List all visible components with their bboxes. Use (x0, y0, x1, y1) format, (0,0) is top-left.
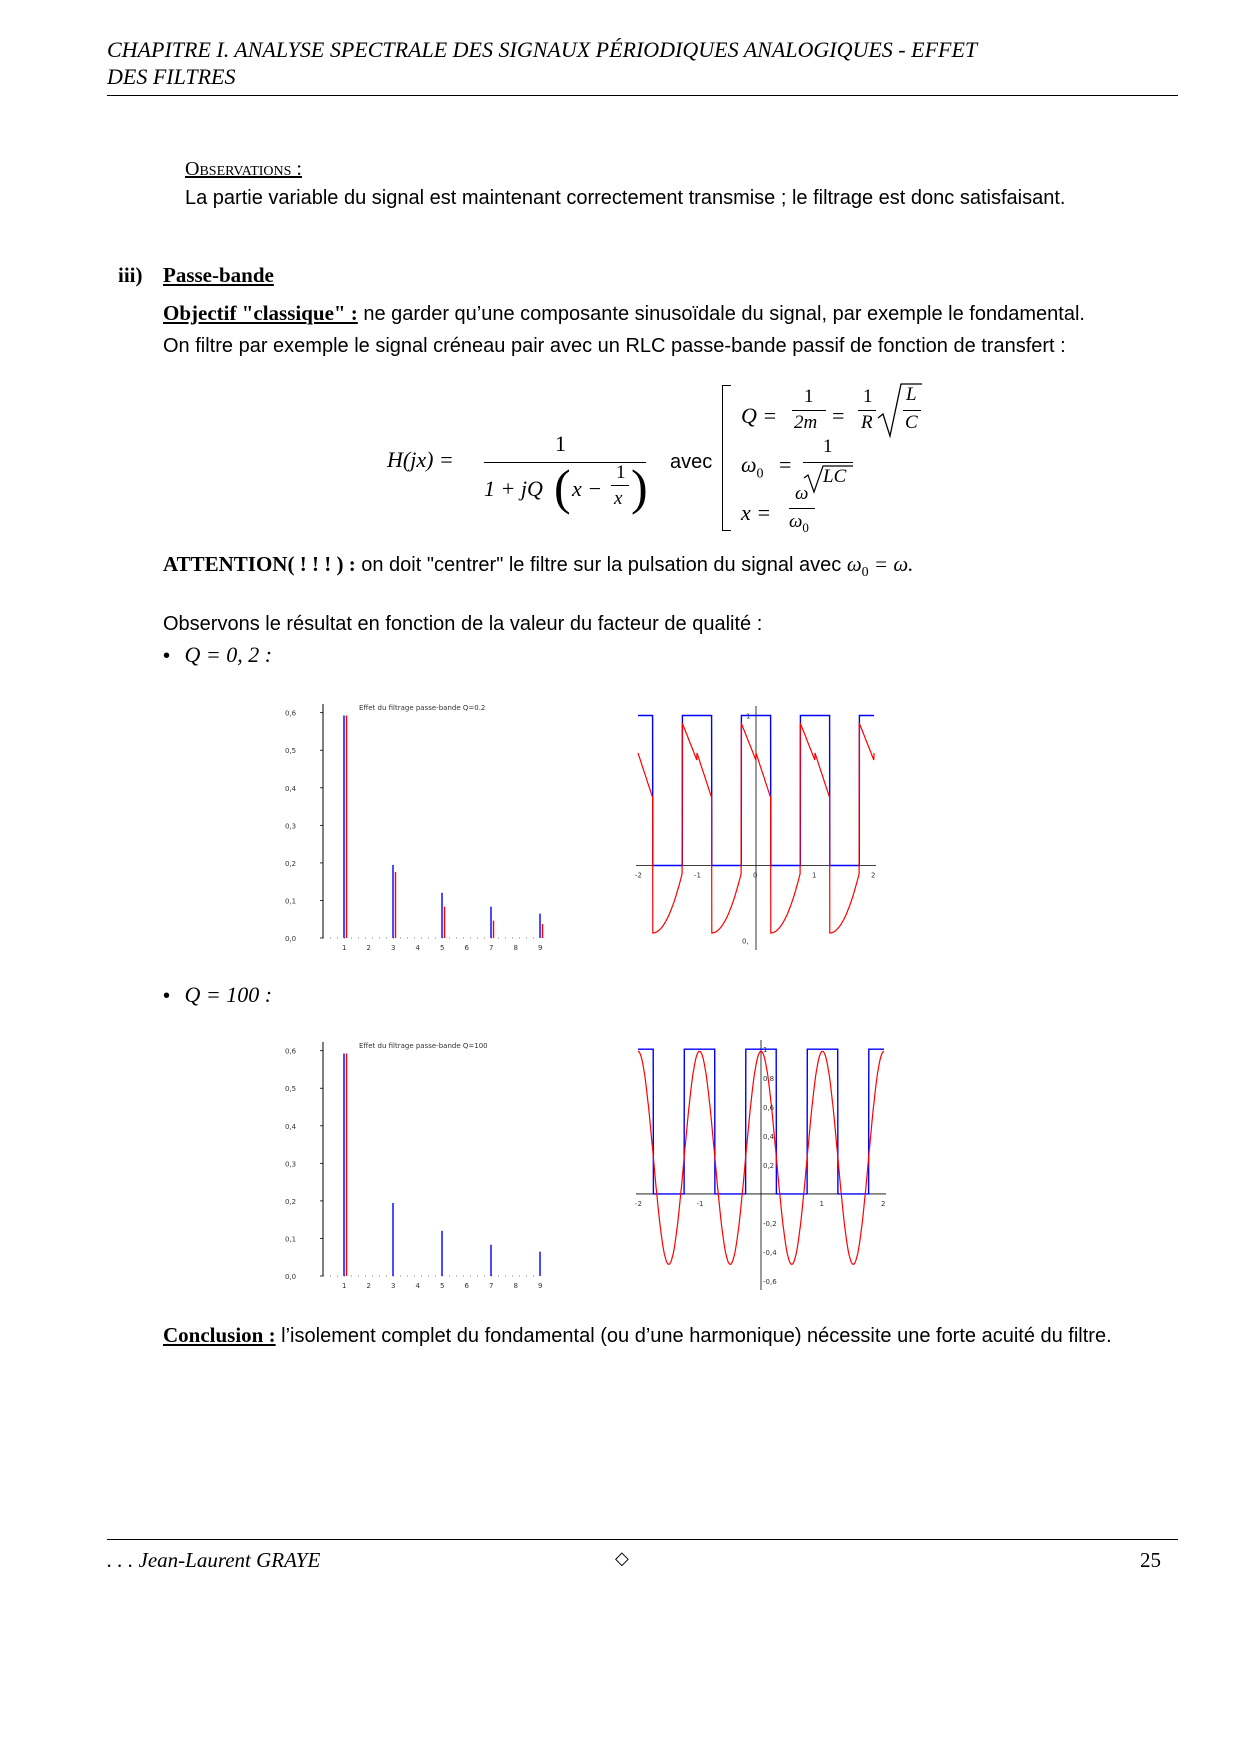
objective-line (163, 299, 1085, 329)
page-number: 25 (1140, 1548, 1161, 1572)
footer-author: . . . Jean-Laurent GRAYE (107, 1548, 321, 1572)
case-1-label: Q = 0, 2 : (184, 642, 273, 667)
x-tick-label: 4 (415, 944, 420, 952)
y-tick-label: 0,6 (763, 1104, 775, 1113)
y-tick-label: 1 (763, 1046, 768, 1055)
x-tick-label: 3 (391, 1282, 396, 1290)
y-tick-label: 0,0 (285, 1273, 297, 1281)
formula-den-frac-num: 1 (616, 462, 626, 483)
w-sqrt-sign (803, 464, 855, 494)
attention-eq: $\omega_0 = \omega$. (846, 552, 914, 581)
y-tick-label: 0,5 (285, 747, 297, 756)
system-bracket (722, 385, 731, 531)
x-tick-label: 9 (538, 1282, 543, 1290)
q-num1: 1 (804, 386, 814, 407)
x-tick-label: 1 (812, 871, 817, 880)
q-sqrt-sign (876, 382, 924, 440)
paren-right: ) (631, 459, 648, 515)
x-tick-label: 7 (489, 1282, 494, 1290)
x-tick-label: 4 (415, 1282, 420, 1290)
y-tick-label: 0,3 (285, 1160, 297, 1169)
section-number: iii) (118, 263, 143, 287)
y-tick-label: 0,0 (285, 935, 297, 943)
x-tick-label: 7 (489, 944, 494, 952)
y-tick-label: -0,6 (763, 1277, 777, 1286)
q-bar1 (792, 410, 826, 411)
header-line-1: CHAPITRE I. ANALYSE SPECTRALE DES SIGNAUX PÉRIODIQUES ANALOGIQUES - EFFET (107, 37, 978, 62)
y-tick-label: 0, (742, 937, 749, 946)
q-eq: = (832, 403, 845, 428)
observations-title: Observations : (185, 158, 302, 180)
observe-text: Observons le résultat en fonction de la valeur du facteur de qualité : (163, 613, 763, 635)
footer-diamond: ◇ (615, 1548, 629, 1569)
y-tick-label: 0,2 (763, 1162, 775, 1170)
time-chart-q-0-2 (636, 706, 876, 950)
y-tick-label: 0,6 (285, 709, 297, 718)
observations-text: La partie variable du signal est maintenant correctement transmise ; le filtrage est donc satisfaisant. (185, 187, 1066, 209)
formula-numerator: 1 (555, 431, 566, 456)
y-tick-label: 0,4 (285, 784, 297, 793)
x-tick-label: 9 (538, 944, 543, 952)
formula-den-x: x − (572, 476, 603, 501)
spectrum-chart-q-0-2 (285, 698, 555, 956)
y-tick-label: 0,4 (763, 1133, 775, 1142)
page-header (107, 36, 1177, 90)
y-tick-label: 0,6 (285, 1047, 297, 1056)
x-tick-label: 3 (391, 944, 396, 952)
conclusion-label: Conclusion : (163, 1323, 276, 1347)
w-bar (803, 462, 853, 463)
conclusion-text: l’isolement complet du fondamental (ou d’une harmonique) nécessite une forte acuité du filtre. (281, 1325, 1112, 1347)
x-tick-label: 1 (342, 1282, 347, 1290)
x-tick-label: -1 (694, 871, 701, 880)
x-tick-label: -1 (696, 1199, 704, 1208)
y-tick-label: 0,4 (285, 1122, 297, 1131)
x-tick-label: 2 (871, 871, 876, 880)
x-tick-label: 1 (342, 944, 347, 952)
footer-rule (107, 1539, 1178, 1540)
x-tick-label: 8 (513, 1282, 518, 1290)
x-tick-label: 2 (881, 1199, 886, 1208)
x-tick-label: 2 (366, 1282, 371, 1290)
y-tick-label: 0,8 (763, 1075, 775, 1084)
q-den2: R (861, 412, 873, 433)
x-tick-label: 2 (366, 944, 371, 952)
q-bar2 (858, 410, 876, 411)
section-title: Passe-bande (163, 263, 274, 287)
y-tick-label: 0,2 (285, 859, 297, 868)
q-den1: 2m (794, 412, 818, 433)
formula-fraction-bar (484, 462, 646, 463)
q-sqrt-bar (903, 410, 921, 411)
q-num2: 1 (863, 386, 873, 407)
bullet: • (163, 985, 171, 1007)
y-tick-label: 0,1 (285, 1235, 297, 1244)
y-tick-label: 1 (746, 712, 751, 721)
w-num: 1 (823, 436, 833, 457)
w-lhs: $\omega_0$ (741, 452, 764, 482)
x-bar (789, 508, 815, 509)
formula-den-frac-bar (611, 485, 629, 486)
x-tick-label: 6 (464, 1282, 469, 1290)
conclusion (163, 1320, 1165, 1352)
bullet: • (163, 645, 171, 667)
x-tick-label: 5 (440, 944, 445, 952)
paren-left: ( (554, 459, 571, 515)
attention-label: ATTENTION( ! ! ! ) : (163, 552, 356, 576)
x-tick-label: 0 (753, 871, 758, 880)
x-den: $\omega_0$ (789, 511, 809, 535)
spectrum-chart-q-100 (285, 1036, 555, 1294)
x-num: ω (795, 483, 809, 504)
x-tick-label: 5 (440, 1282, 445, 1290)
case-q-0-2 (163, 642, 272, 671)
formula-lhs: H(jx) = (387, 447, 454, 472)
y-tick-label: 0,5 (285, 1085, 297, 1094)
y-tick-label: 0,1 (285, 897, 297, 906)
q-sqrt-den: C (905, 412, 918, 433)
case-2-label: Q = 100 : (184, 982, 273, 1007)
y-tick-label: -0,2 (763, 1219, 777, 1228)
case-q-100 (163, 982, 272, 1011)
x-tick-label: 1 (819, 1199, 824, 1208)
x-tick-label: 8 (513, 944, 518, 952)
attention-line (163, 550, 913, 587)
formula-avec: avec (670, 451, 713, 473)
x-tick-label: -2 (635, 871, 642, 880)
q-lhs: Q = (741, 403, 778, 428)
q-sqrt-num: L (906, 384, 917, 405)
time-chart-q-100 (636, 1040, 886, 1290)
formula-den-frac-den: x (614, 488, 623, 509)
w-den: LC (823, 466, 847, 487)
formula-den-a: 1 + jQ (484, 476, 543, 501)
header-rule (107, 95, 1178, 96)
chart-title: Effet du filtrage passe-bande Q=0.2 (359, 704, 486, 712)
y-tick-label: 0,2 (285, 1197, 297, 1206)
attention-text: on doit "centrer" le filtre sur la pulsation du signal avec (361, 554, 842, 576)
w-eq: = (779, 452, 792, 477)
filter-text: On filtre par exemple le signal créneau pair avec un RLC passe-bande passif de fonction de transfert : (163, 335, 1066, 357)
x-lhs: x = (741, 500, 772, 525)
y-tick-label: -0,4 (763, 1248, 777, 1257)
chart-title: Effet du filtrage passe-bande Q=100 (359, 1042, 488, 1050)
y-tick-label: 0,3 (285, 822, 297, 831)
x-tick-label: -2 (635, 1199, 642, 1208)
objective-label: Objectif "classique" : (163, 301, 358, 325)
x-tick-label: 6 (464, 944, 469, 952)
objective-text: ne garder qu’une composante sinusoïdale du signal, par exemple le fondamental. (363, 303, 1085, 325)
header-line-2: DES FILTRES (107, 64, 236, 89)
